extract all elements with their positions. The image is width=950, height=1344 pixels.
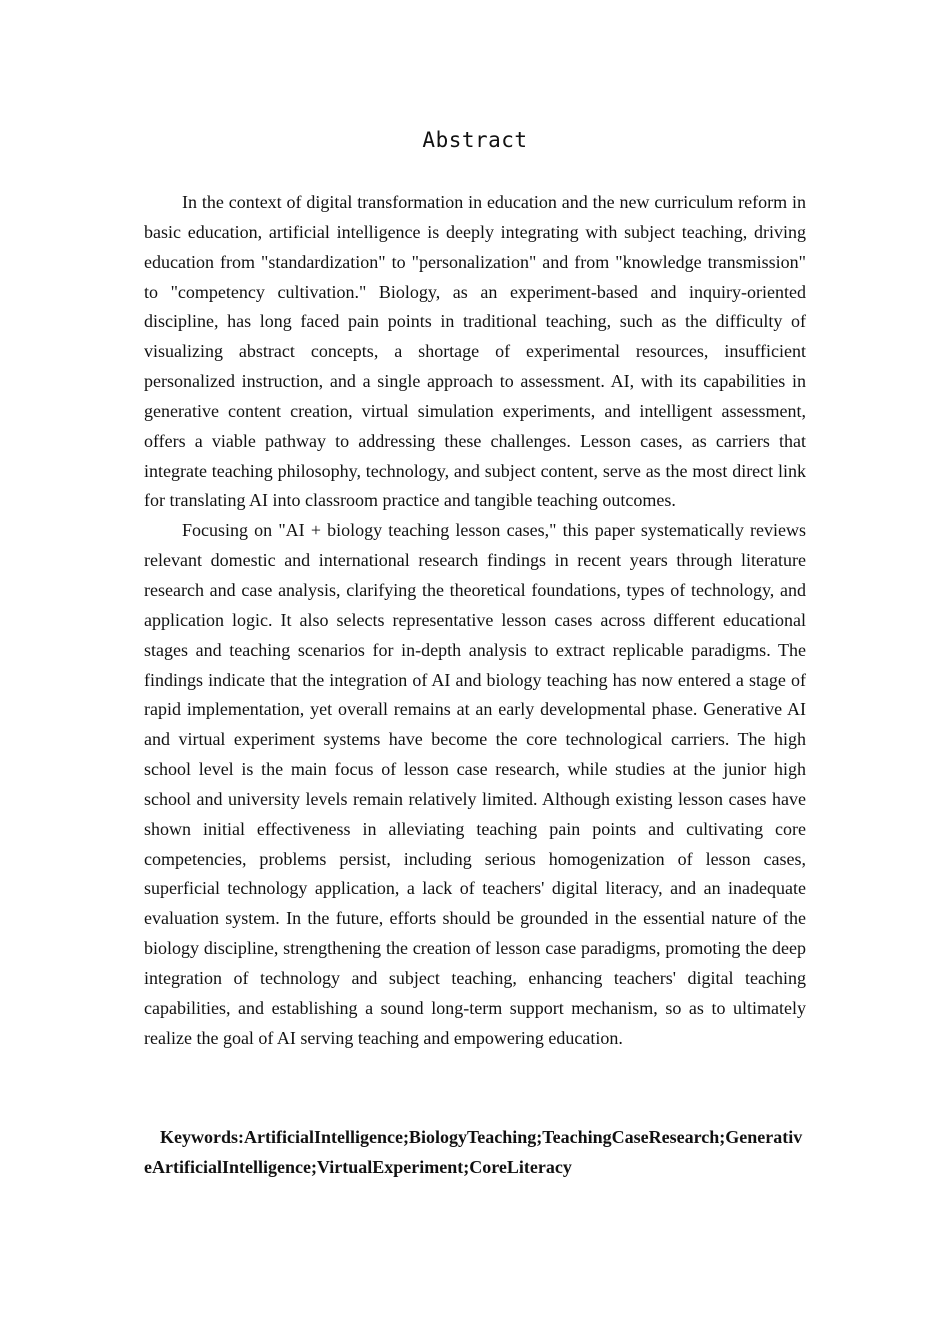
keywords-line: Keywords:ArtificialIntelligence;BiologyTeaching;TeachingCaseResearch;GenerativeArtificialIntelligence;VirtualExperiment;CoreLiteracy xyxy=(144,1127,803,1177)
abstract-title: Abstract xyxy=(422,128,528,152)
abstract-body xyxy=(144,188,806,1053)
abstract-paragraph-2: Focusing on "AI + biology teaching lesson cases," this paper systematically reviews relevant domestic and international research findings in recent years through literature research and case analysis, clarifying the theoretical foundations, types of technology, and application logic. It also selects representative lesson cases across different educational stages and teaching scenarios for in-depth analysis to extract replicable paradigms. The findings indicate that the integration of AI and biology teaching has now entered a stage of rapid implementation, yet overall remains at an early developmental phase. Generative AI and virtual experiment systems have become the core technological carriers. The high school level is the main focus of lesson case research, while studies at the junior high school and university levels remain relatively limited. Although existing lesson cases have shown initial effectiveness in alleviating teaching pain points and cultivating core competencies, problems persist, including serious homogenization of lesson cases, superficial technology application, a lack of teachers' digital literacy, and an inadequate evaluation system. In the future, efforts should be grounded in the essential nature of the biology discipline, strengthening the creation of lesson case paradigms, promoting the deep integration of technology and subject teaching, enhancing teachers' digital teaching capabilities, and establishing a sound long-term support mechanism, so as to ultimately realize the goal of AI serving teaching and empowering education. xyxy=(144,520,806,1048)
abstract-paragraph-1: In the context of digital transformation in education and the new curriculum reform in basic education, artificial intelligence is deeply integrating with subject teaching, driving education from "standardization" to "personalization" and from "knowledge transmission" to "competency cultivation." Biology, as an experiment-based and inquiry-oriented discipline, has long faced pain points in traditional teaching, such as the difficulty of visualizing abstract concepts, a shortage of experimental resources, insufficient personalized instruction, and a single approach to assessment. AI, with its capabilities in generative content creation, virtual simulation experiments, and intelligent assessment, offers a viable pathway to addressing these challenges. Lesson cases, as carriers that integrate teaching philosophy, technology, and subject content, serve as the most direct link for translating AI into classroom practice and tangible teaching outcomes. xyxy=(144,192,806,511)
